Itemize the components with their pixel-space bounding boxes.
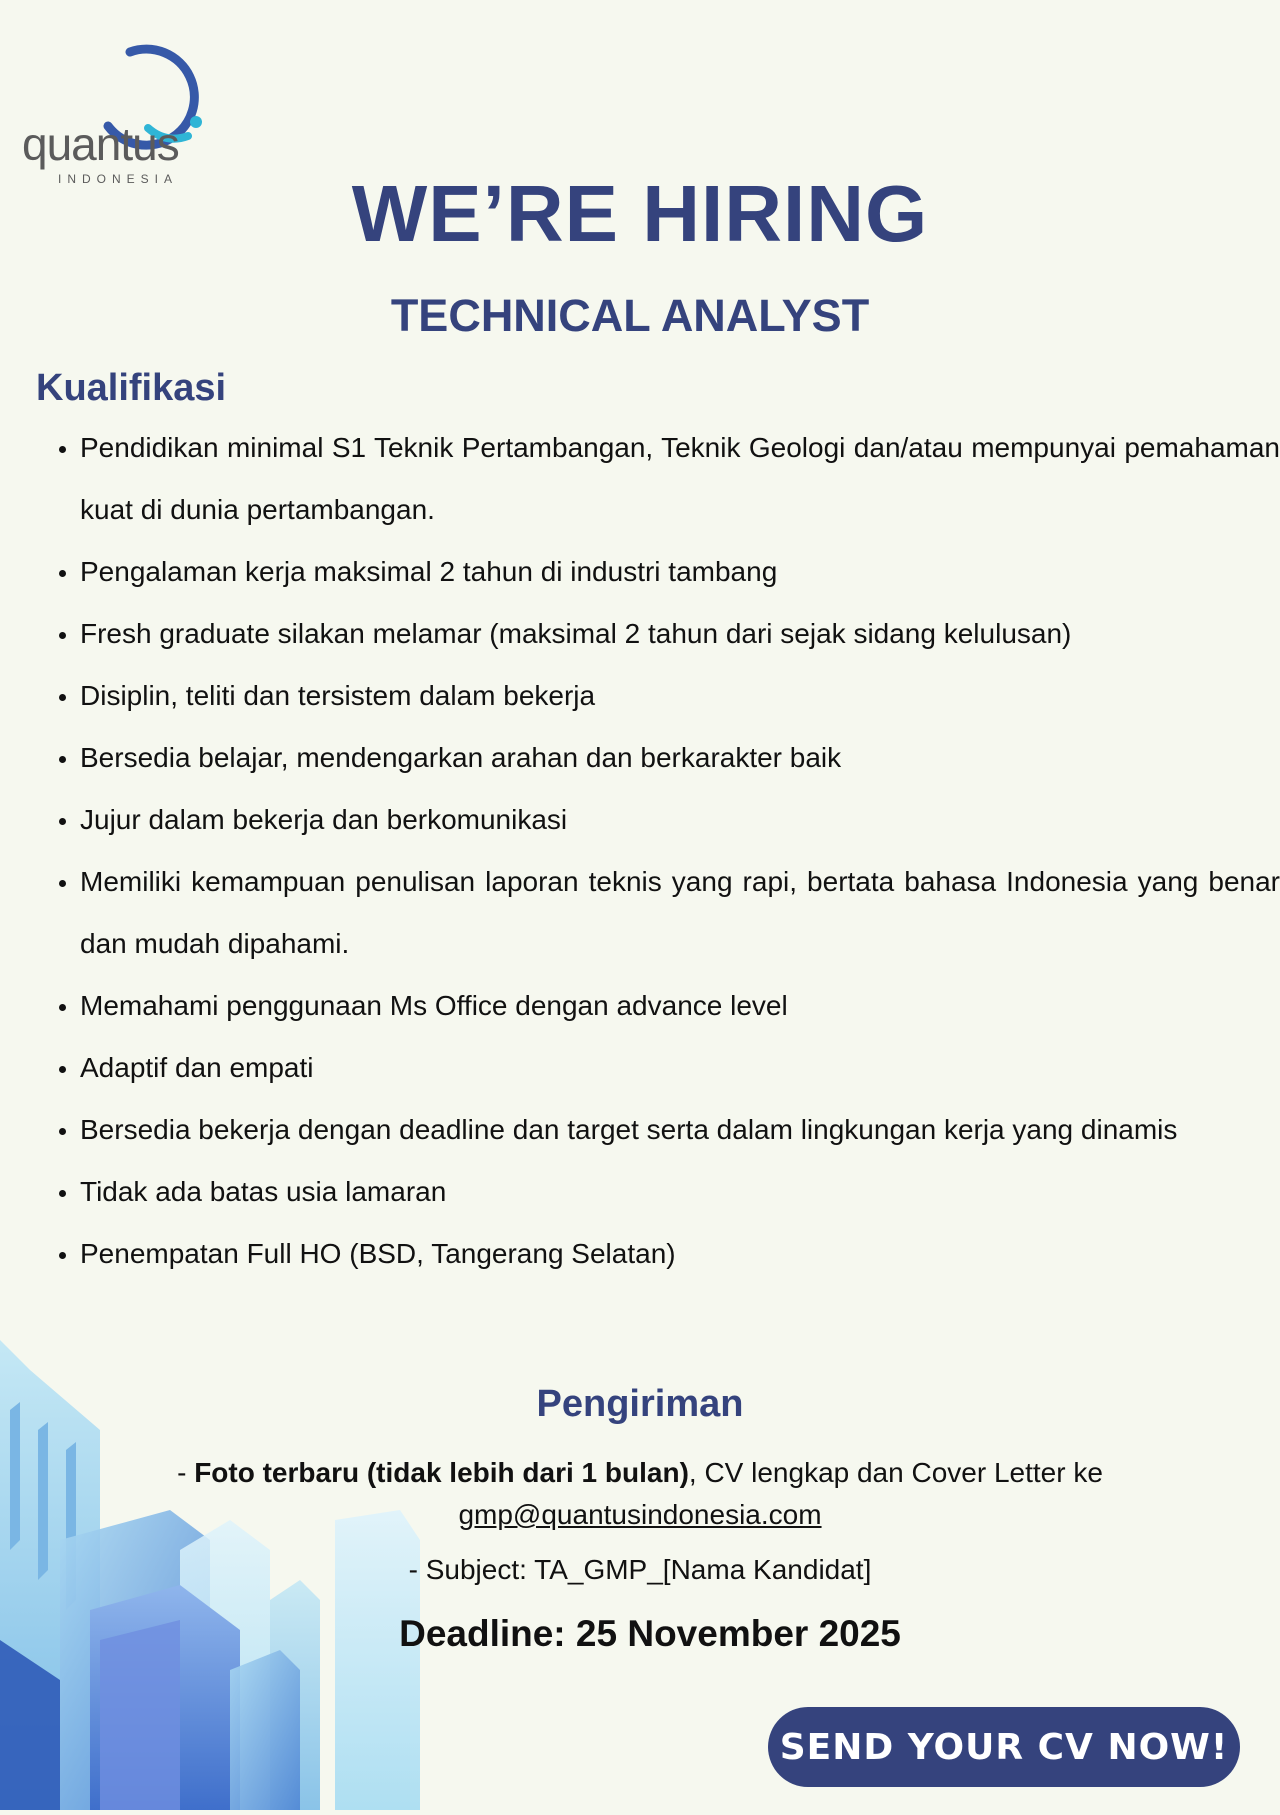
send-cv-button[interactable]: SEND YOUR CV NOW!	[768, 1707, 1240, 1787]
list-item: • Adaptif dan empati	[80, 1037, 1280, 1099]
qualifications-list	[52, 417, 1280, 1285]
list-item: • Bersedia bekerja dengan deadline dan target serta dalam lingkungan kerja yang dinamis	[80, 1099, 1280, 1161]
hiring-title: WE’RE HIRING	[351, 169, 929, 258]
list-item: • Pengalaman kerja maksimal 2 tahun di industri tambang	[80, 541, 1280, 603]
list-item: • Fresh graduate silakan melamar (maksimal 2 tahun dari sejak sidang kelulusan)	[80, 603, 1280, 665]
qualifications-heading: Kualifikasi	[36, 367, 227, 409]
list-item: • Tidak ada batas usia lamaran	[80, 1161, 1280, 1223]
list-item: • Jujur dalam bekerja dan berkomunikasi	[80, 789, 1280, 851]
list-item: • Memiliki kemampuan penulisan laporan teknis yang rapi, bertata bahasa Indonesia yang benar dan mudah dipahami.	[80, 851, 1280, 975]
delivery-prefix: -	[177, 1457, 195, 1488]
logo-wordmark: quantus	[22, 118, 179, 170]
list-item: • Penempatan Full HO (BSD, Tangerang Selatan)	[80, 1223, 1280, 1285]
list-item: • Disiplin, teliti dan tersistem dalam bekerja	[80, 665, 1280, 727]
list-item: • Bersedia belajar, mendengarkan arahan dan berkarakter baik	[80, 727, 1280, 789]
delivery-heading: Pengiriman	[536, 1383, 744, 1425]
list-item: • Memahami penggunaan Ms Office dengan advance level	[80, 975, 1280, 1037]
logo-subtitle: INDONESIA	[58, 172, 179, 186]
delivery-instructions	[130, 1452, 1150, 1536]
deadline: Deadline: 25 November 2025	[399, 1613, 901, 1654]
subject-line: - Subject: TA_GMP_[Nama Kandidat]	[408, 1554, 872, 1585]
email-link[interactable]: gmp@quantusindonesia.com	[458, 1499, 822, 1530]
job-title: TECHNICAL ANALYST	[390, 290, 870, 341]
photo-requirement: Foto terbaru (tidak lebih dari 1 bulan)	[194, 1457, 689, 1488]
delivery-rest: , CV lengkap dan Cover Letter ke	[688, 1457, 1103, 1488]
list-item: • Pendidikan minimal S1 Teknik Pertambangan, Teknik Geologi dan/atau mempunyai pemahaman kuat di dunia pertambangan.	[80, 417, 1280, 541]
